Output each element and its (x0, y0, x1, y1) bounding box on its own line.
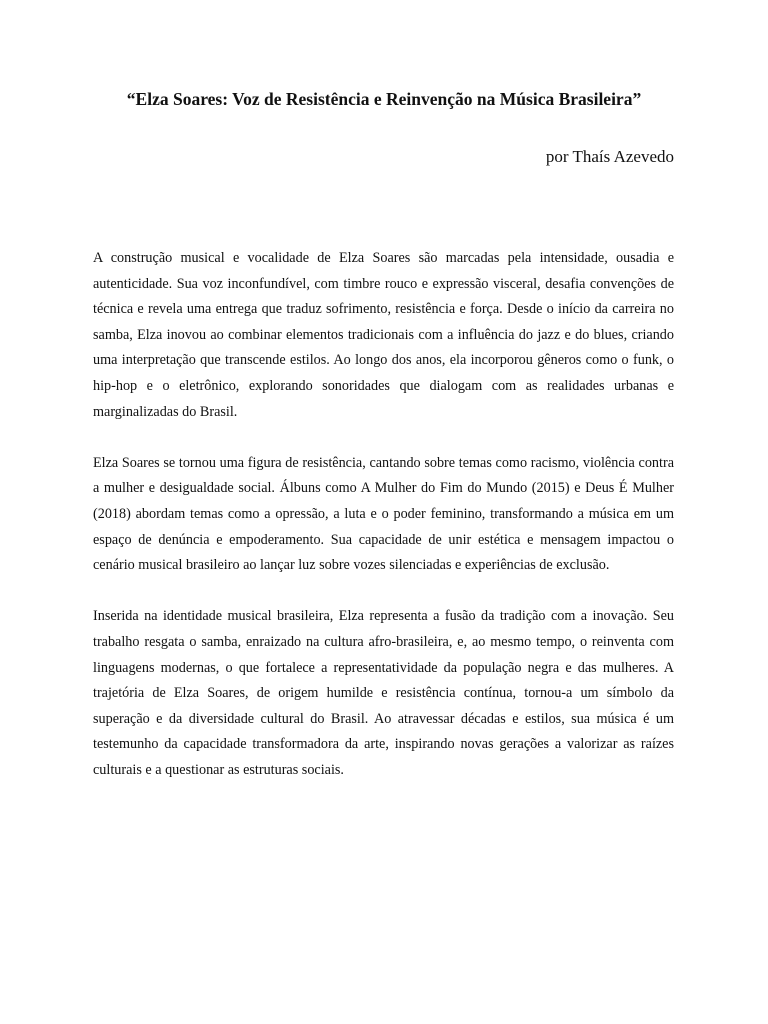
body-paragraph: A construção musical e vocalidade de Elza Soares são marcadas pela intensidade, ousadia e autenticidade. Sua voz inconfundível, com timbre rouco e expressão visceral, desafia convenções de técnica e revela uma entrega que traduz sofrimento, resistência e força. Desde o início da carreira no samba, Elza inovou ao combinar elementos tradicionais com a influência do jazz e do blues, criando uma interpretação que transcende estilos. Ao longo dos anos, ela incorporou gêneros como o funk, o hip-hop e o eletrônico, explorando sonoridades que dialogam com as realidades urbanas e marginalizadas do Brasil. (93, 250, 674, 420)
author-byline: por Thaís Azevedo (545, 147, 674, 166)
document-body (93, 246, 674, 809)
body-paragraph: Inserida na identidade musical brasileira, Elza representa a fusão da tradição com a inovação. Seu trabalho resgata o samba, enraizado na cultura afro-brasileira, e, ao mesmo tempo, o reinventa com linguagens modernas, o que fortalece a representatividade da população negra e das mulheres. A trajetória de Elza Soares, de origem humilde e resistência contínua, tornou-a um símbolo da superação e da diversidade cultural do Brasil. Ao atravessar décadas e estilos, sua música é um testemunho da capacidade transformadora da arte, inspirando novas gerações a valorizar as raízes culturais e a questionar as estruturas sociais. (93, 608, 674, 778)
body-paragraph: Elza Soares se tornou uma figura de resistência, cantando sobre temas como racismo, violência contra a mulher e desigualdade social. Álbuns como A Mulher do Fim do Mundo (2015) e Deus É Mulher (2018) abordam temas como a opressão, a luta e o poder feminino, transformando a música em um espaço de denúncia e empoderamento. Sua capacidade de unir estética e mensagem impactou o cenário musical brasileiro ao lançar luz sobre vozes silenciadas e experiências de exclusão. (93, 454, 674, 574)
document-title: “Elza Soares: Voz de Resistência e Reinvenção na Música Brasileira” (126, 89, 642, 109)
